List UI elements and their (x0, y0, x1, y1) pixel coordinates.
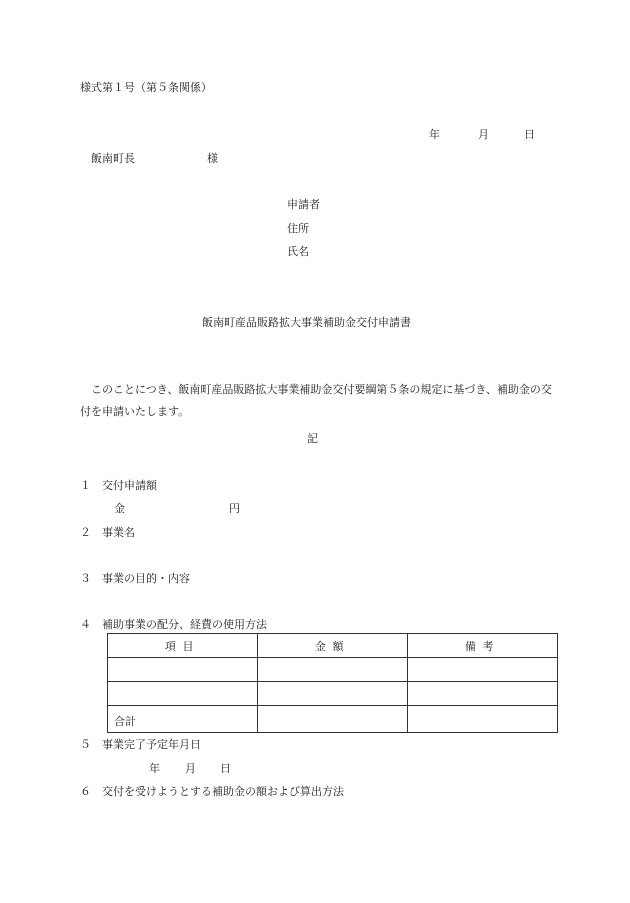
amount-unit: 円 (229, 502, 240, 515)
table-cell (258, 658, 408, 682)
item-6-number: ６ (80, 785, 91, 798)
item-5-text: 事業完了予定年月日 (102, 738, 201, 751)
table-row (108, 658, 558, 682)
addressee-honorific: 様 (207, 152, 218, 165)
table-header-remarks: 備考 (408, 634, 558, 658)
completion-year-label: 年 (149, 762, 160, 775)
completion-day-label: 日 (220, 762, 231, 775)
table-header-item: 項目 (108, 634, 258, 658)
item-6-text: 交付を受けようとする補助金の額および算出方法 (102, 785, 344, 798)
ki-marker: 記 (307, 432, 318, 445)
date-year-label: 年 (429, 128, 440, 141)
table-cell (258, 682, 408, 706)
table-cell (108, 658, 258, 682)
table-cell (258, 706, 408, 733)
item-2-text: 事業名 (102, 526, 135, 539)
applicant-address-label: 住所 (287, 222, 309, 235)
item-5-number: ５ (80, 738, 91, 751)
addressee-name: 飯南町長 (91, 152, 135, 165)
form-number: 様式第１号（第５条関係） (80, 81, 212, 94)
applicant-label: 申請者 (287, 198, 320, 211)
item-4-number: ４ (80, 618, 91, 631)
applicant-name-label: 氏名 (287, 245, 309, 258)
item-1-text: 交付申請額 (102, 479, 157, 492)
table-total-row (108, 706, 558, 733)
date-day-label: 日 (524, 128, 535, 141)
allocation-table (107, 633, 558, 733)
item-4-text: 補助事業の配分、経費の使用方法 (102, 618, 267, 631)
item-2-number: ２ (80, 526, 91, 539)
table-row (108, 682, 558, 706)
body-text: このことにつき、飯南町産品販路拡大事業補助金交付要綱第５条の規定に基づき、補助金の交付を申請いたします。 (80, 383, 552, 418)
table-header-row (108, 634, 558, 658)
table-cell (408, 682, 558, 706)
document-title: 飯南町産品販路拡大事業補助金交付申請書 (202, 316, 411, 329)
table-total-label: 合計 (108, 706, 258, 733)
item-3-text: 事業の目的・内容 (102, 572, 190, 585)
table-cell (408, 706, 558, 733)
table-cell (108, 682, 258, 706)
table-header-amount: 金額 (258, 634, 408, 658)
item-3-number: ３ (80, 572, 91, 585)
date-month-label: 月 (478, 128, 489, 141)
completion-month-label: 月 (185, 762, 196, 775)
amount-prefix: 金 (114, 502, 125, 515)
item-1-number: １ (80, 479, 91, 492)
table-cell (408, 658, 558, 682)
